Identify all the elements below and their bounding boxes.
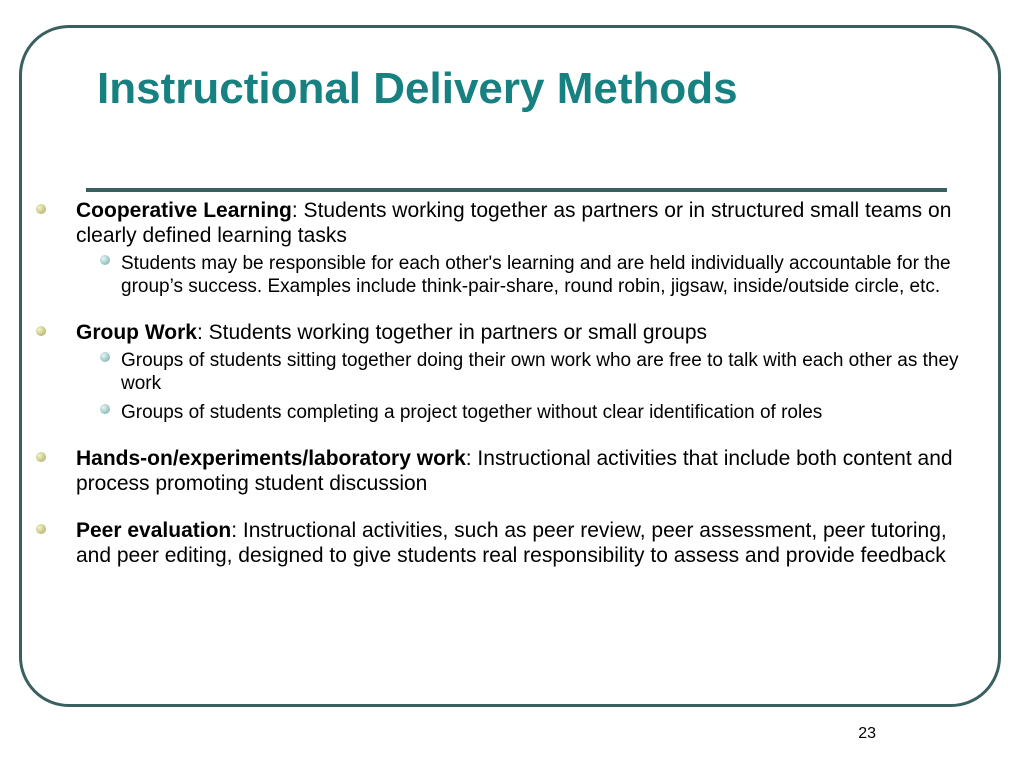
list-item-text (76, 198, 966, 248)
bullet-list (36, 198, 966, 568)
list-item-description: : Instructional activities that include both content and process promoting student discussion (76, 447, 953, 495)
list-item-description: : Instructional activities, such as peer review, peer assessment, peer tutoring, and peer editing, designed to give students real responsibility to assess and provide feedback (76, 519, 947, 567)
sub-item (76, 252, 966, 298)
list-item-description: : Students working together in partners or small groups (196, 321, 708, 344)
sub-item (76, 349, 966, 395)
slide-title: Instructional Delivery Methods (97, 64, 738, 113)
sub-bullet-icon (100, 255, 110, 265)
list-item (36, 320, 966, 424)
list-item (36, 446, 966, 496)
page-number: 23 (858, 725, 876, 742)
list-item-text (76, 320, 966, 345)
sub-bullet-icon (100, 404, 110, 414)
sub-item-text: Groups of students sitting together doing their own work who are free to talk with each other as they work (121, 350, 959, 394)
list-item-term: Cooperative Learning (76, 199, 292, 222)
list-item-term: Group Work (76, 321, 197, 344)
bullet-icon (36, 452, 46, 462)
sub-item-text: Groups of students completing a project together without clear identification of roles (121, 402, 823, 423)
list-item (36, 198, 966, 298)
bullet-icon (36, 524, 46, 534)
list-item-term: Peer evaluation (76, 519, 232, 542)
bullet-icon (36, 326, 46, 336)
sub-item-text: Students may be responsible for each other's learning and are held individually accountable for the group’s success. Examples include think-pair-share, round robin, jigsaw, inside/outside circle, etc. (121, 253, 951, 297)
list-item-description: : Students working together as partners or in structured small teams on clearly defined learning tasks (76, 199, 952, 247)
sub-list (76, 349, 966, 424)
sub-bullet-icon (100, 352, 110, 362)
list-item-text (76, 518, 966, 568)
bullet-icon (36, 204, 46, 214)
list-item-term: Hands-on/experiments/laboratory work (76, 447, 466, 470)
list-item-text (76, 446, 966, 496)
sub-list (76, 252, 966, 298)
sub-item (76, 401, 966, 424)
list-item (36, 518, 966, 568)
title-divider (86, 188, 947, 192)
